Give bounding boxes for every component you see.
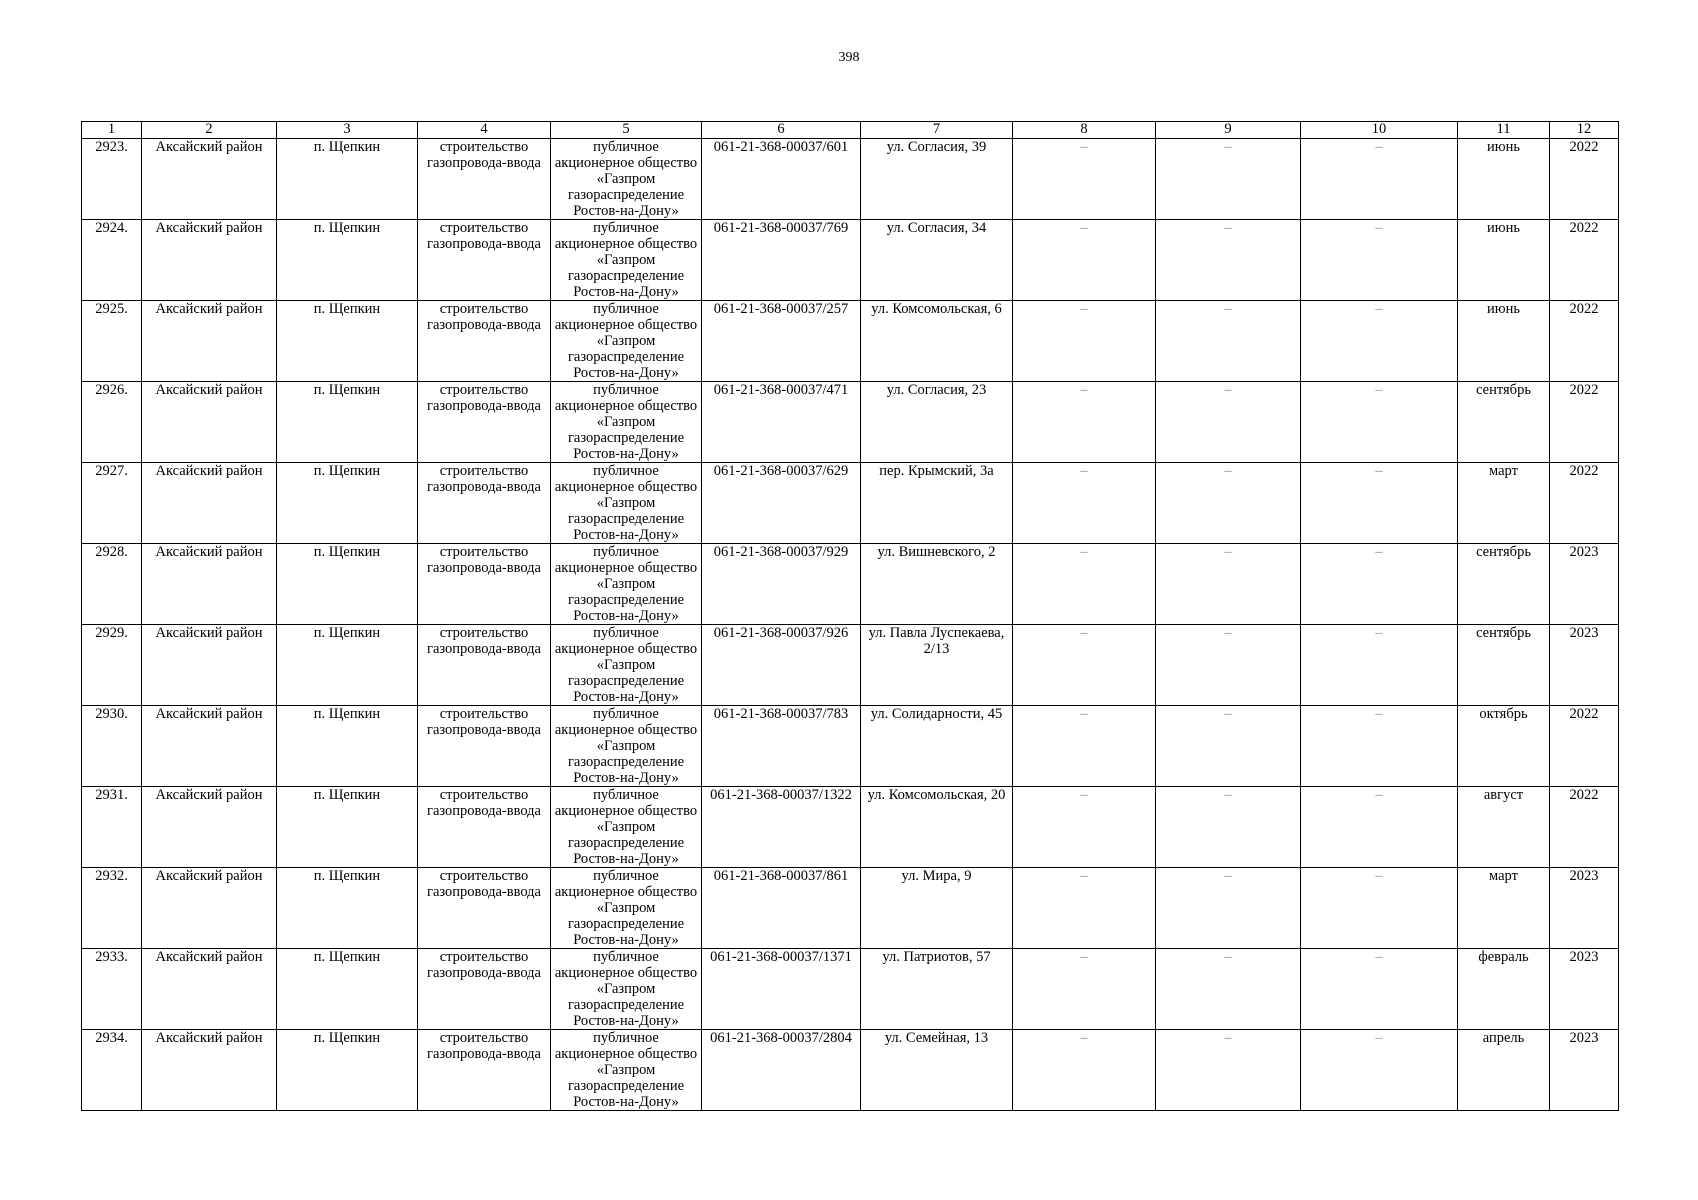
table-row [82,463,1619,544]
column-header: 1 [82,122,142,139]
col9-cell: – [1156,139,1301,220]
settlement-cell: п. Щепкин [277,463,418,544]
month-cell: сентябрь [1458,382,1550,463]
row-number: 2933. [82,949,142,1030]
month-cell: март [1458,868,1550,949]
registry-number-cell: 061-21-368-00037/929 [702,544,861,625]
month-cell: сентябрь [1458,625,1550,706]
table-row [82,949,1619,1030]
year-cell: 2022 [1550,220,1619,301]
row-number: 2932. [82,868,142,949]
col9-cell: – [1156,301,1301,382]
month-cell: июнь [1458,220,1550,301]
year-cell: 2023 [1550,949,1619,1030]
column-header: 4 [418,122,551,139]
organization-cell: публичное акционерное общество «Газпром газораспределение Ростов-на-Дону» [551,220,702,301]
row-number: 2930. [82,706,142,787]
organization-cell: публичное акционерное общество «Газпром газораспределение Ростов-на-Дону» [551,463,702,544]
col10-cell: – [1301,301,1458,382]
district-cell: Аксайский район [142,625,277,706]
year-cell: 2023 [1550,868,1619,949]
settlement-cell: п. Щепкин [277,787,418,868]
organization-cell: публичное акционерное общество «Газпром газораспределение Ростов-на-Дону» [551,706,702,787]
work-type-cell: строительство газопровода-ввода [418,139,551,220]
year-cell: 2022 [1550,463,1619,544]
year-cell: 2022 [1550,787,1619,868]
col8-cell: – [1013,544,1156,625]
col9-cell: – [1156,544,1301,625]
organization-cell: публичное акционерное общество «Газпром газораспределение Ростов-на-Дону» [551,544,702,625]
header-row [82,122,1619,139]
row-number: 2931. [82,787,142,868]
month-cell: сентябрь [1458,544,1550,625]
address-cell: ул. Комсомольская, 20 [861,787,1013,868]
registry-number-cell: 061-21-368-00037/861 [702,868,861,949]
col8-cell: – [1013,463,1156,544]
district-cell: Аксайский район [142,544,277,625]
address-cell: ул. Мира, 9 [861,868,1013,949]
work-type-cell: строительство газопровода-ввода [418,382,551,463]
year-cell: 2023 [1550,625,1619,706]
col10-cell: – [1301,544,1458,625]
settlement-cell: п. Щепкин [277,949,418,1030]
work-type-cell: строительство газопровода-ввода [418,301,551,382]
address-cell: ул. Солидарности, 45 [861,706,1013,787]
table-row [82,139,1619,220]
work-type-cell: строительство газопровода-ввода [418,220,551,301]
row-number: 2924. [82,220,142,301]
organization-cell: публичное акционерное общество «Газпром газораспределение Ростов-на-Дону» [551,139,702,220]
col9-cell: – [1156,220,1301,301]
col8-cell: – [1013,220,1156,301]
page-number: 398 [838,50,860,65]
row-number: 2923. [82,139,142,220]
work-type-cell: строительство газопровода-ввода [418,868,551,949]
col8-cell: – [1013,382,1156,463]
column-header: 5 [551,122,702,139]
district-cell: Аксайский район [142,706,277,787]
month-cell: июнь [1458,301,1550,382]
col10-cell: – [1301,706,1458,787]
col9-cell: – [1156,868,1301,949]
col9-cell: – [1156,1030,1301,1111]
col8-cell: – [1013,787,1156,868]
registry-number-cell: 061-21-368-00037/629 [702,463,861,544]
organization-cell: публичное акционерное общество «Газпром газораспределение Ростов-на-Дону» [551,301,702,382]
settlement-cell: п. Щепкин [277,1030,418,1111]
table-body [82,139,1619,1111]
registry-number-cell: 061-21-368-00037/1322 [702,787,861,868]
col9-cell: – [1156,625,1301,706]
address-cell: пер. Крымский, 3а [861,463,1013,544]
col8-cell: – [1013,949,1156,1030]
col9-cell: – [1156,463,1301,544]
col8-cell: – [1013,706,1156,787]
settlement-cell: п. Щепкин [277,301,418,382]
row-number: 2925. [82,301,142,382]
month-cell: март [1458,463,1550,544]
address-cell: ул. Патриотов, 57 [861,949,1013,1030]
col8-cell: – [1013,868,1156,949]
col10-cell: – [1301,787,1458,868]
district-cell: Аксайский район [142,949,277,1030]
col8-cell: – [1013,139,1156,220]
registry-number-cell: 061-21-368-00037/1371 [702,949,861,1030]
column-header: 11 [1458,122,1550,139]
col10-cell: – [1301,382,1458,463]
table-row [82,220,1619,301]
table-row [82,1030,1619,1111]
year-cell: 2022 [1550,139,1619,220]
work-type-cell: строительство газопровода-ввода [418,625,551,706]
district-cell: Аксайский район [142,382,277,463]
address-cell: ул. Семейная, 13 [861,1030,1013,1111]
col10-cell: – [1301,1030,1458,1111]
col10-cell: – [1301,868,1458,949]
year-cell: 2022 [1550,382,1619,463]
settlement-cell: п. Щепкин [277,625,418,706]
row-number: 2934. [82,1030,142,1111]
work-type-cell: строительство газопровода-ввода [418,1030,551,1111]
year-cell: 2022 [1550,706,1619,787]
work-type-cell: строительство газопровода-ввода [418,787,551,868]
month-cell: февраль [1458,949,1550,1030]
column-header: 7 [861,122,1013,139]
registry-number-cell: 061-21-368-00037/783 [702,706,861,787]
registry-number-cell: 061-21-368-00037/926 [702,625,861,706]
registry-number-cell: 061-21-368-00037/471 [702,382,861,463]
table-row [82,301,1619,382]
registry-number-cell: 061-21-368-00037/257 [702,301,861,382]
column-header: 8 [1013,122,1156,139]
organization-cell: публичное акционерное общество «Газпром газораспределение Ростов-на-Дону» [551,787,702,868]
year-cell: 2023 [1550,544,1619,625]
address-cell: ул. Согласия, 23 [861,382,1013,463]
col9-cell: – [1156,949,1301,1030]
col10-cell: – [1301,463,1458,544]
column-header: 3 [277,122,418,139]
column-header: 10 [1301,122,1458,139]
year-cell: 2023 [1550,1030,1619,1111]
table-row [82,787,1619,868]
col10-cell: – [1301,220,1458,301]
organization-cell: публичное акционерное общество «Газпром газораспределение Ростов-на-Дону» [551,868,702,949]
organization-cell: публичное акционерное общество «Газпром газораспределение Ростов-на-Дону» [551,1030,702,1111]
work-type-cell: строительство газопровода-ввода [418,544,551,625]
table-header [82,122,1619,139]
col10-cell: – [1301,625,1458,706]
column-header: 12 [1550,122,1619,139]
col9-cell: – [1156,706,1301,787]
table-row [82,544,1619,625]
row-number: 2929. [82,625,142,706]
district-cell: Аксайский район [142,787,277,868]
settlement-cell: п. Щепкин [277,139,418,220]
address-cell: ул. Согласия, 39 [861,139,1013,220]
address-cell: ул. Согласия, 34 [861,220,1013,301]
table-row [82,625,1619,706]
district-cell: Аксайский район [142,301,277,382]
col9-cell: – [1156,787,1301,868]
month-cell: октябрь [1458,706,1550,787]
settlement-cell: п. Щепкин [277,706,418,787]
table-row [82,382,1619,463]
work-type-cell: строительство газопровода-ввода [418,463,551,544]
district-cell: Аксайский район [142,1030,277,1111]
column-header: 9 [1156,122,1301,139]
registry-number-cell: 061-21-368-00037/2804 [702,1030,861,1111]
settlement-cell: п. Щепкин [277,220,418,301]
table-row [82,868,1619,949]
table-row [82,706,1619,787]
month-cell: август [1458,787,1550,868]
col9-cell: – [1156,382,1301,463]
col8-cell: – [1013,1030,1156,1111]
organization-cell: публичное акционерное общество «Газпром газораспределение Ростов-на-Дону» [551,949,702,1030]
column-header: 6 [702,122,861,139]
organization-cell: публичное акционерное общество «Газпром газораспределение Ростов-на-Дону» [551,382,702,463]
row-number: 2926. [82,382,142,463]
column-header: 2 [142,122,277,139]
district-cell: Аксайский район [142,220,277,301]
settlement-cell: п. Щепкин [277,544,418,625]
row-number: 2928. [82,544,142,625]
month-cell: апрель [1458,1030,1550,1111]
district-cell: Аксайский район [142,139,277,220]
col8-cell: – [1013,301,1156,382]
month-cell: июнь [1458,139,1550,220]
registry-table [81,121,1619,1111]
work-type-cell: строительство газопровода-ввода [418,949,551,1030]
district-cell: Аксайский район [142,868,277,949]
registry-number-cell: 061-21-368-00037/769 [702,220,861,301]
col10-cell: – [1301,949,1458,1030]
address-cell: ул. Комсомольская, 6 [861,301,1013,382]
registry-number-cell: 061-21-368-00037/601 [702,139,861,220]
col8-cell: – [1013,625,1156,706]
work-type-cell: строительство газопровода-ввода [418,706,551,787]
district-cell: Аксайский район [142,463,277,544]
organization-cell: публичное акционерное общество «Газпром газораспределение Ростов-на-Дону» [551,625,702,706]
address-cell: ул. Вишневского, 2 [861,544,1013,625]
settlement-cell: п. Щепкин [277,382,418,463]
row-number: 2927. [82,463,142,544]
address-cell: ул. Павла Луспекаева, 2/13 [861,625,1013,706]
col10-cell: – [1301,139,1458,220]
settlement-cell: п. Щепкин [277,868,418,949]
year-cell: 2022 [1550,301,1619,382]
